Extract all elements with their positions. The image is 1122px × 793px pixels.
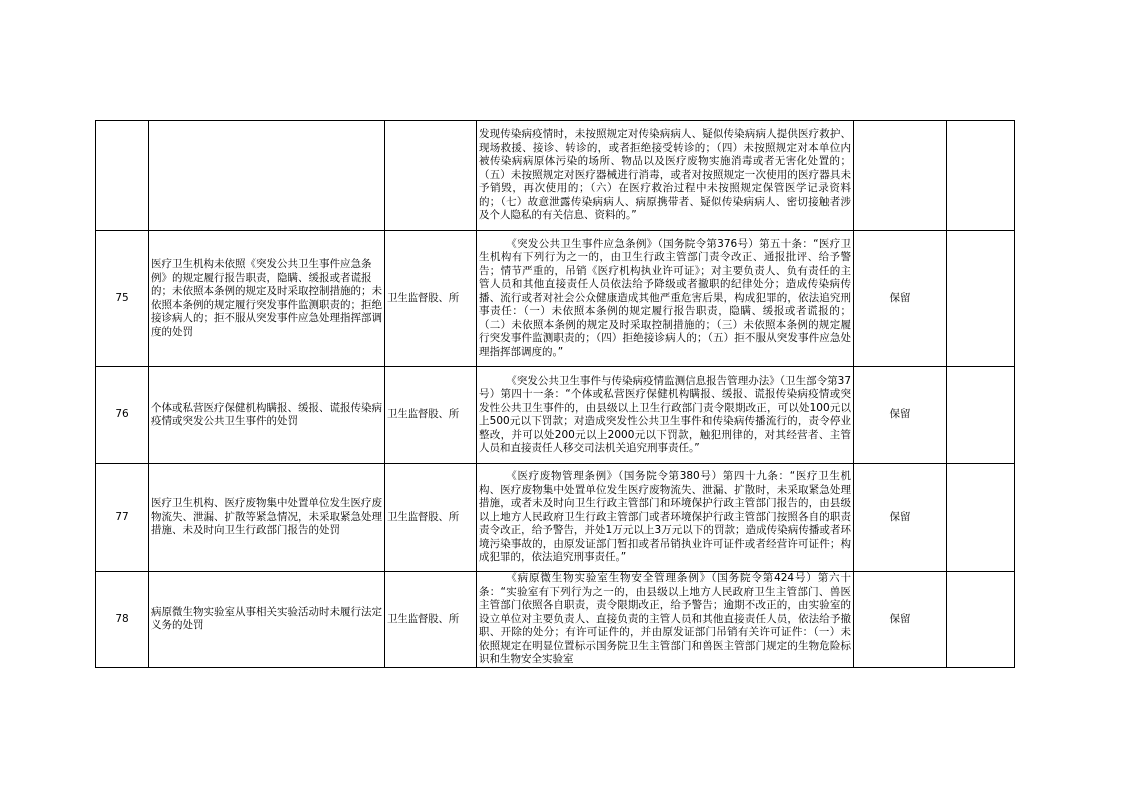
responsible-dept: 卫生监督股、所 <box>385 464 477 572</box>
remark <box>947 231 1015 367</box>
remark <box>947 572 1015 668</box>
legal-basis-text: 发现传染病疫情时，未按照规定对传染病病人、疑似传染病病人提供医疗救护、现场救援、接诊、转诊的，或者拒绝接受转诊的；（四）未按照规定对本单位内被传染病病原体污染的场所、物品以及医疗废物实施消毒或者无害化处置的；（五）未按照规定对医疗器械进行消毒，或者对按照规定一次使用的医疗器具未予销毁，再次使用的；（六）在医疗救治过程中未按照规定保管医学记录资料的；（七）故意泄露传染病病人、病原携带者、疑似传染病病人、密切接触者涉及个人隐私的有关信息、资料的。” <box>479 128 851 222</box>
table-row <box>96 367 1015 464</box>
responsible-dept: 卫生监督股、所 <box>385 367 477 464</box>
row-number: 76 <box>96 367 149 464</box>
handling-result <box>854 121 947 231</box>
legal-basis-text: 《医疗废物管理条例》（国务院令第380号）第四十九条：“医疗卫生机构、医疗废物集中处置单位发生医疗废物流失、泄漏、扩散时，未采取紧急处理措施，或者未及时向卫生行政主管部门和环境保护行政主管部门报告的，由县级以上地方人民政府卫生行政主管部门或者环境保护行政主管部门按照各自的职责责令改正，给予警告，并处1万元以上3万元以下的罚款；造成传染病传播或者环境污染事故的，由原发证部门暂扣或者吊销执业许可证件或者经营许可证件；构成犯罪的，依法追究刑事责任。” <box>479 470 851 564</box>
legal-basis-text: 《突发公共卫生事件与传染病疫情监测信息报告管理办法》（卫生部令第37号）第四十一条：“个体或私营医疗保健机构瞒报、缓报、谎报传染病疫情或突发性公共卫生事件的，由县级以上卫生行政部门责令限期改正，可以处100元以上500元以下罚款；对造成突发性公共卫生事件和传染病传播流行的，责令停业整改，并可以处200元以上2000元以下罚款，触犯刑律的，对其经营者、主管人员和直接责任人移交司法机关追究刑事责任。” <box>479 374 851 454</box>
remark <box>947 121 1015 231</box>
legal-basis <box>477 367 854 464</box>
penalty-item: 医疗卫生机构未依照《突发公共卫生事件应急条例》的规定履行报告职责，隐瞒、缓报或者谎报的；未依照本条例的规定及时采取控制措施的；未依照本条例的规定履行突发事件监测职责的；拒绝接诊病人的；拒不服从突发事件应急处理指挥部调度的处罚 <box>149 231 385 367</box>
remark <box>947 367 1015 464</box>
responsible-dept: 卫生监督股、所 <box>385 231 477 367</box>
legal-basis <box>477 231 854 367</box>
legal-basis <box>477 121 854 231</box>
table-row <box>96 464 1015 572</box>
row-number <box>96 121 149 231</box>
legal-basis <box>477 464 854 572</box>
legal-basis-text: 《突发公共卫生事件应急条例》（国务院令第376号）第五十条：“医疗卫生机构有下列行为之一的，由卫生行政主管部门责令改正、通报批评、给予警告；情节严重的，吊销《医疗机构执业许可证》；对主要负责人、负有责任的主管人员和其他直接责任人员依法给予降级或者撤职的纪律处分；造成传染病传播、流行或者对社会公众健康造成其他严重危害后果，构成犯罪的，依法追究刑事责任：（一）未依照本条例的规定履行报告职责，隐瞒、缓报或者谎报的；（二）未依照本条例的规定及时采取控制措施的；（三）未依照本条例的规定履行突发事件监测职责的；（四）拒绝接诊病人的；（五）拒不服从突发事件应急处理指挥部调度的。” <box>479 237 851 358</box>
responsible-dept: 卫生监督股、所 <box>385 572 477 668</box>
handling-result: 保留 <box>854 367 947 464</box>
handling-result: 保留 <box>854 464 947 572</box>
table-row <box>96 121 1015 231</box>
legal-basis <box>477 572 854 668</box>
penalty-item: 病原微生物实验室从事相关实验活动时未履行法定义务的处罚 <box>149 572 385 668</box>
table-row <box>96 231 1015 367</box>
row-number: 78 <box>96 572 149 668</box>
remark <box>947 464 1015 572</box>
handling-result: 保留 <box>854 231 947 367</box>
penalty-item: 医疗卫生机构、医疗废物集中处置单位发生医疗废物流失、泄漏、扩散等紧急情况，未采取紧急处理措施、未及时向卫生行政部门报告的处罚 <box>149 464 385 572</box>
penalty-item: 个体或私营医疗保健机构瞒报、缓报、谎报传染病疫情或突发公共卫生事件的处罚 <box>149 367 385 464</box>
row-number: 75 <box>96 231 149 367</box>
legal-basis-text: 《病原微生物实验室生物安全管理条例》（国务院令第424号）第六十条：“实验室有下列行为之一的，由县级以上地方人民政府卫生主管部门、兽医主管部门依照各自职责，责令限期改正，给予警告；逾期不改正的，由实验室的设立单位对主要负责人、直接负责的主管人员和其他直接责任人员，依法给予撤职、开除的处分；有许可证件的，并由原发证部门吊销有关许可证件：（一）未依照规定在明显位置标示国务院卫生主管部门和兽医主管部门规定的生物危险标识和生物安全实验室 <box>479 572 851 665</box>
responsible-dept <box>385 121 477 231</box>
penalty-table <box>95 120 1015 668</box>
penalty-item <box>149 121 385 231</box>
handling-result: 保留 <box>854 572 947 668</box>
table-row <box>96 572 1015 668</box>
row-number: 77 <box>96 464 149 572</box>
